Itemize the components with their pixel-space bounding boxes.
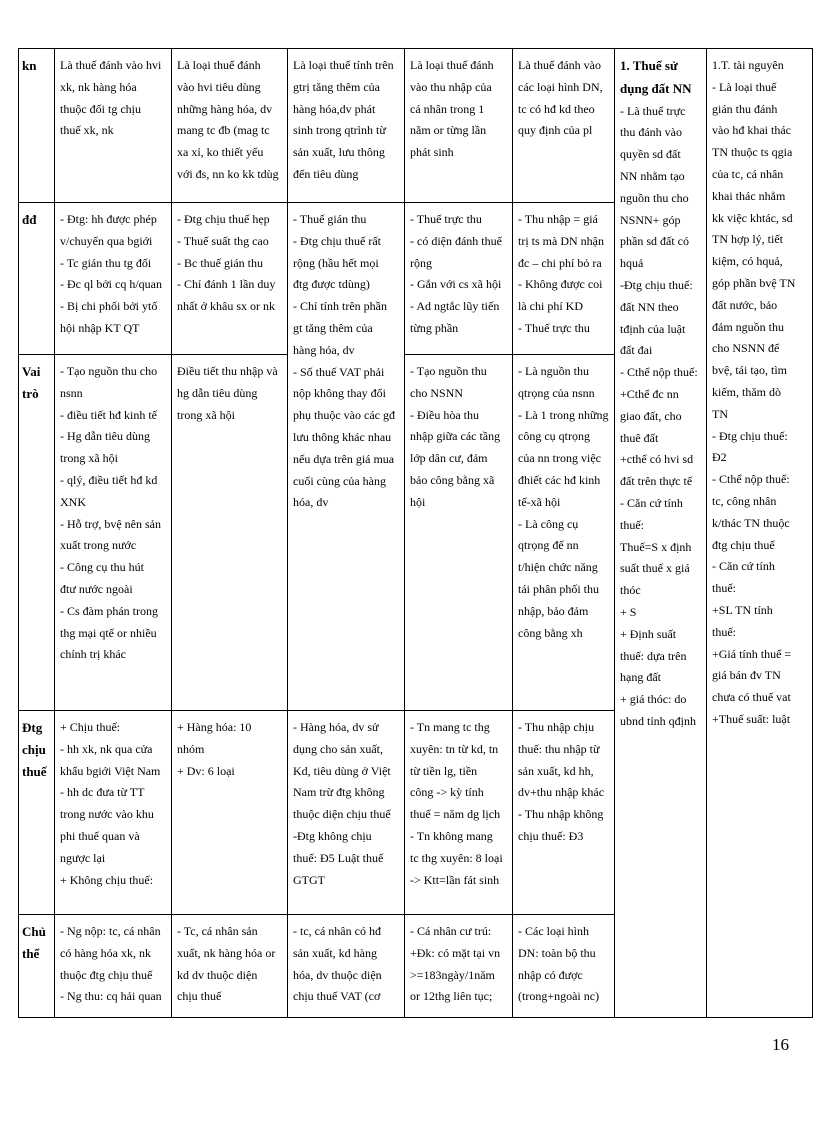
cell-chuthe-thue-tndn: - Các loại hình DN: toàn bộ thu nhập có được (trong+ngoài nc) <box>518 924 600 1004</box>
cell-kn-thue-gtgt: Là loại thuế tính trên gtrị tăng thêm của hàng hóa,dv phát sinh trong qtrình từ sản xuất, lưu thông đến tiêu dùng <box>293 58 394 181</box>
cell-chuthe-thue-gtgt: - tc, cá nhân có hđ sản xuất, kd hàng hóa, dv thuộc diện chịu thuế VAT (cơ <box>293 924 382 1004</box>
cell-dd-thue-tndn: - Thu nhập = giá trị ts mà DN nhận đc – chi phí bỏ ra - Không được coi là chi phí KD - Thuế trực thu <box>518 212 604 335</box>
cell-kn-thue-xnk: Là thuế đánh vào hvi xk, nk hàng hóa thuộc đối tg chịu thuế xk, nk <box>60 58 162 138</box>
row-header-kn: kn <box>22 58 37 73</box>
cell-vaitro-thue-ttdb: Điều tiết thu nhập và hg dẫn tiêu dùng trong xã hội <box>177 364 278 422</box>
tax-comparison-table <box>18 48 813 1018</box>
cell-title-thue-su-dung-dat-nn: 1. Thuế sử dụng đất NN <box>620 58 692 96</box>
row-header-dd: đđ <box>22 212 37 227</box>
cell-kn-thue-ttdb: Là loại thuế đánh vào hvi tiêu dùng những hàng hóa, dv mang tc đb (mag tc xa xỉ, ko thiết yếu với đs, nn ko kk tdùg <box>177 58 279 181</box>
cell-body-thue-su-dung-dat-nn: - Là thuế trực thu đánh vào quyền sd đất NN nhằm tạo nguồn thu cho NSNN+ góp phần sd đất có hquả -Đtg chịu thuế: đất NN theo tđịnh của luật đất đai - Cthể nộp thuế: +Cthể đc nn giao đất, cho thuê đất +cthể có hvi sd đất trên thực tế - Căn cứ tính thuế: Thuế=S x định suất thuế x giá thóc + S + Định suất thuế: dựa trên hạng đất + giá thóc: do ubnd tỉnh qđịnh <box>620 103 698 728</box>
cell-dd-vaitro-thue-gtgt: - Thuế gián thu - Đtg chịu thuế rất rộng (hầu hết mọi đtg được tdùng) - Chỉ tính trên phần gt tăng thêm của hàng hóa, dv - Số thuế VAT phải nộp không thay đổi phụ thuộc vào các gđ lưu thông khác nhau nếu dựa trên giá mua cuối cùng của hàng hóa, dv <box>293 212 395 510</box>
cell-vaitro-thue-xnk: - Tạo nguồn thu cho nsnn - điều tiết hđ kinh tế - Hg dẫn tiêu dùng trong xã hội - qlý, điều tiết hđ kd XNK - Hỗ trợ, bvệ nên sản xuất trong nước - Công cụ thu hút đtư nước ngoài - Cs đàm phán trong thg mại qtế or nhiều chính trị khác <box>60 364 161 662</box>
cell-dtg-thue-gtgt: - Hàng hóa, dv sử dụng cho sản xuất, Kd, tiêu dùng ở Việt Nam trừ đtg không thuộc diện chịu thuế -Đtg không chịu thuế: Đ5 Luật thuế GTGT <box>293 720 391 887</box>
cell-chuthe-thue-ttdb: - Tc, cá nhân sản xuất, nk hàng hóa or kd dv thuộc diện chịu thuế <box>177 924 276 1004</box>
row-header-vai-tro: Vai trò <box>22 364 41 401</box>
cell-dd-thue-ttdb: - Đtg chịu thuế hẹp - Thuế suất thg cao - Bc thuế gián thu - Chỉ đánh 1 lần duy nhất ở khâu sx or nk <box>177 212 276 314</box>
cell-dtg-thue-xnk: + Chịu thuế: - hh xk, nk qua cửa khẩu bgiới Việt Nam - hh dc đưa từ TT trong nước vào khu phi thuế quan và ngược lại + Không chịu thuế: <box>60 720 161 887</box>
cell-dd-thue-xnk: - Đtg: hh được phép v/chuyển qua bgiới - Tc gián thu tg đối - Đc ql bởi cq h/quan - Bị chi phối bởi ytố hội nhập KT QT <box>60 212 162 335</box>
cell-dtg-thue-ttdb: + Hàng hóa: 10 nhóm + Dv: 6 loại <box>177 720 252 778</box>
cell-kn-thue-tndn: Là thuế đánh vào các loại hình DN, tc có hđ kd theo quy định của pl <box>518 58 603 138</box>
row-header-chu-the: Chủ thể <box>22 924 46 961</box>
row-header-dtg-chiu-thue: Đtg chịu thuế <box>22 720 47 779</box>
cell-thue-su-dung-dat-nn <box>615 49 706 1017</box>
page-number: 16 <box>772 1035 789 1054</box>
cell-thue-tai-nguyen: 1.T. tài nguyên - Là loại thuế gián thu đánh vào hđ khai thác TN thuộc ts qgia của tc, cá nhân khai thác nhằm kk việc khtác, sd TN hợp lý, tiết kiệm, có hquả, góp phần bvệ TN đất nước, bảo đảm nguồn thu cho NSNN để bvệ, tái tạo, tìm kiếm, thăm dò TN - Đtg chịu thuế: Đ2 - Cthể nộp thuế: tc, công nhân k/thác TN thuộc đtg chịu thuế - Căn cứ tính thuế: +SL TN tính thuế: +Giá tính thuế = giá bán đv TN chưa có thuế vat +Thuế suất: luật <box>712 58 796 726</box>
cell-dtg-thue-tndn: - Thu nhập chịu thuế: thu nhập từ sản xuất, kd hh, dv+thu nhập khác - Thu nhập không chịu thuế: Đ3 <box>518 720 605 843</box>
cell-chuthe-thue-tncn: - Cá nhân cư trú: +Đk: có mặt tại vn >=183ngày/1năm or 12thg liên tục; <box>410 924 501 1004</box>
cell-chuthe-thue-xnk: - Ng nộp: tc, cá nhân có hàng hóa xk, nk thuộc đtg chịu thuế - Ng thu: cq hải quan <box>60 924 162 1004</box>
cell-vaitro-thue-tndn: - Là nguồn thu qtrọng của nsnn - Là 1 trong những công cụ qtrọng của nn trong việc đhiết các hđ kinh tế-xã hội - Là công cụ qtrọng để nn t/hiện chức năng tái phân phối thu nhập, bảo đảm công bằng xh <box>518 364 609 640</box>
cell-dtg-thue-tncn: - Tn mang tc thg xuyên: tn từ kd, tn từ tiền lg, tiền công -> kỳ tính thuế = năm dg lịch - Tn không mang tc thg xuyên: 8 loại -> Ktt=lần fát sinh <box>410 720 503 887</box>
cell-dd-thue-tncn: - Thuế trực thu - có diện đánh thuế rộng - Gắn với cs xã hội - Ad ngtắc lũy tiến từng phần <box>410 212 502 335</box>
cell-kn-thue-tncn: Là loại thuế đánh vào thu nhập của cá nhân trong 1 năm or từng lần phát sinh <box>410 58 494 160</box>
cell-vaitro-thue-tncn: - Tạo nguồn thu cho NSNN - Điều hòa thu nhập giữa các tầng lớp dân cư, đảm bảo công bằng xã hội <box>410 364 501 509</box>
